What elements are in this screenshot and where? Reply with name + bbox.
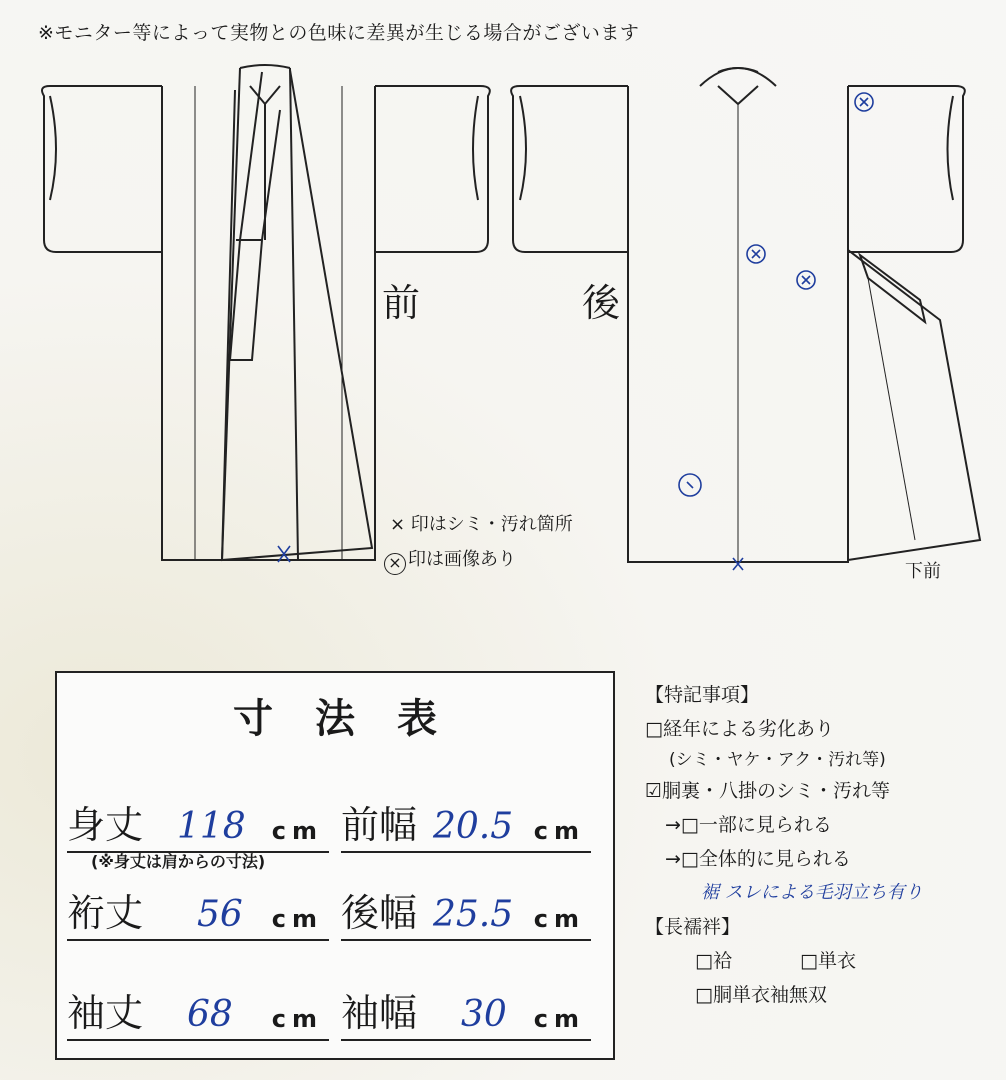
unit-label: cm	[271, 817, 323, 845]
note-aging-detail: (シミ・ヤケ・アク・汚れ等)	[669, 750, 886, 770]
note-lining-stains: ☑胴裏・八掛のシミ・汚れ等	[645, 780, 891, 802]
measure-value: 30	[461, 994, 507, 1035]
note-aging: □経年による劣化あり	[645, 718, 834, 740]
legend-x-mark: × 印はシミ・汚れ箇所	[390, 514, 573, 535]
measure-key: 袖丈	[67, 991, 144, 1035]
measure-value: 68	[187, 994, 233, 1035]
unit-label: cm	[533, 1005, 585, 1033]
unit-label: cm	[533, 905, 585, 933]
measure-value: 25.5	[433, 894, 514, 935]
option-awase: □袷	[695, 950, 732, 972]
back-label: 後	[582, 281, 621, 325]
front-label: 前	[382, 281, 421, 325]
color-disclaimer: ※モニター等によって実物との色味に差異が生じる場合がございます	[38, 22, 640, 44]
measure-key: 前幅	[341, 803, 418, 847]
nagajuban-heading: 【長襦袢】	[645, 916, 741, 938]
measure-cell-ushirohaba	[341, 889, 591, 941]
legend-circle-mark	[384, 545, 516, 575]
special-notes	[645, 678, 923, 1012]
unit-label: cm	[271, 1005, 323, 1033]
note-overall: →□全体的に見られる	[665, 848, 851, 870]
unit-label: cm	[533, 817, 585, 845]
front-view	[42, 65, 490, 560]
mitake-note: (※身丈は肩からの寸法)	[91, 852, 266, 871]
measure-cell-sodetake	[67, 989, 329, 1041]
measure-cell-yukitake	[67, 889, 329, 941]
legend-circle-text: 印は画像あり	[408, 549, 516, 570]
stain-marks	[278, 93, 873, 570]
measure-value: 118	[177, 806, 246, 847]
shita-mae-label: 下前	[905, 561, 941, 582]
measure-key: 裄丈	[67, 891, 144, 935]
measure-cell-sodehaba	[341, 989, 591, 1041]
unit-label: cm	[271, 905, 323, 933]
measure-value: 56	[197, 894, 243, 935]
measurement-table	[55, 671, 615, 1060]
option-dou-hitoe: □胴単衣袖無双	[695, 984, 827, 1006]
circle-x-icon: ×	[384, 553, 406, 575]
handwritten-note: 裾 スレによる毛羽立ち有り	[701, 882, 923, 903]
table-title: 寸法表	[233, 696, 479, 742]
nagajuban-options	[645, 944, 923, 978]
notes-heading: 【特記事項】	[645, 684, 760, 706]
measure-cell-mitake	[67, 801, 329, 853]
measure-key: 後幅	[341, 891, 418, 935]
measure-key: 袖幅	[341, 991, 418, 1035]
note-partial: →□一部に見られる	[665, 814, 832, 836]
measure-key: 身丈	[67, 803, 144, 847]
measure-value: 20.5	[433, 806, 514, 847]
measure-cell-maehaba	[341, 801, 591, 853]
option-hitoe: □単衣	[800, 950, 856, 972]
